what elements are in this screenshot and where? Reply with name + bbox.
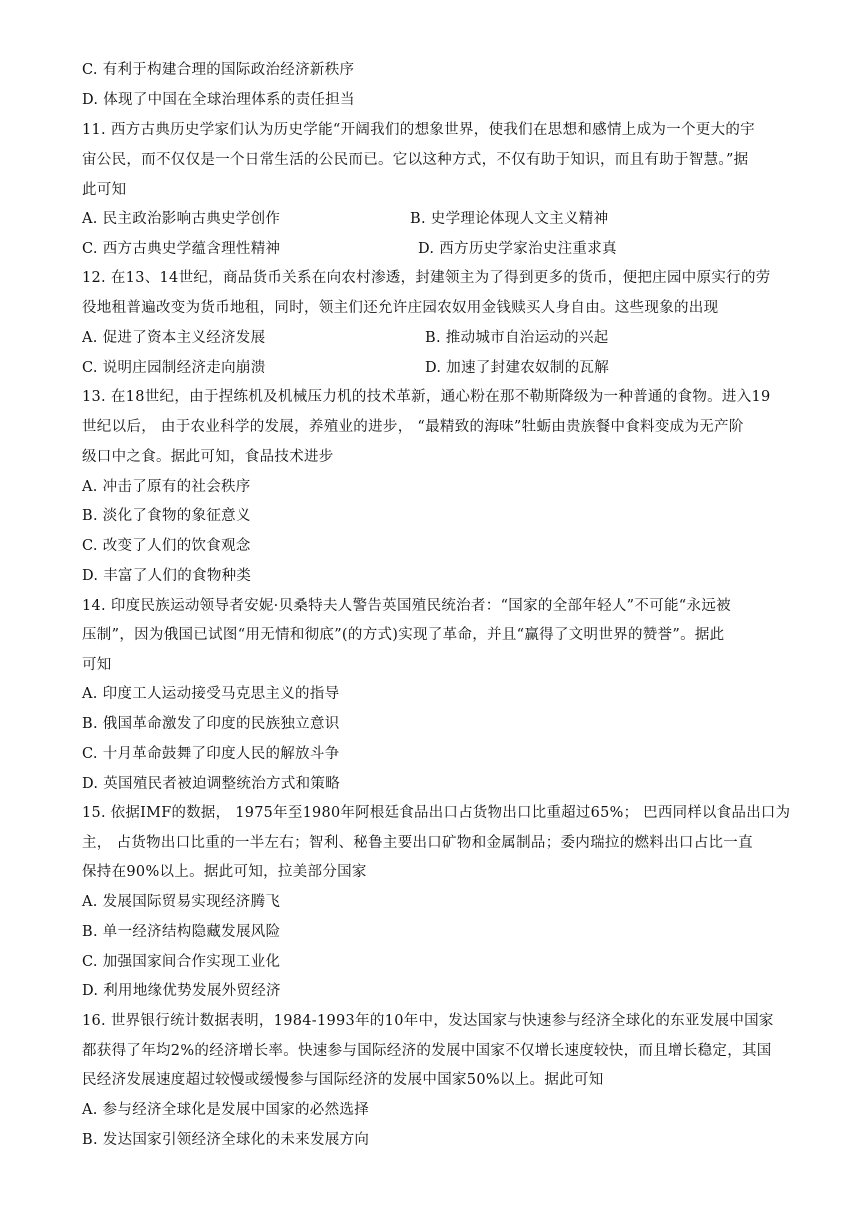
q11-option-a: A. 民主政治影响古典史学创作 bbox=[82, 211, 281, 227]
q14-option-a: A. 印度工人运动接受马克思主义的指导 bbox=[82, 686, 340, 702]
q10-option-c: C. 有利于构建合理的国际政治经济新秩序 bbox=[82, 62, 355, 78]
q11-stem-line-1: 11. 西方古典历史学家们认为历史学能“开阔我们的想象世界，使我们在思想和感情上成为一个更大的宇 bbox=[82, 122, 755, 138]
q16-stem-line-1: 16. 世界银行统计数据表明，1984-1993年的10年中，发达国家与快速参与经济全球化的东亚发展中国家 bbox=[82, 1013, 774, 1029]
q12-stem-line-1: 12. 在13、14世纪，商品货币关系在向农村渗透，封建领主为了得到更多的货币，便把庄园中原实行的劳 bbox=[82, 270, 771, 286]
q10-option-d: D. 体现了中国在全球治理体系的责任担当 bbox=[82, 92, 355, 108]
q13-stem-line-3: 级口中之食。据此可知，食品技术进步 bbox=[82, 449, 334, 465]
q13-option-d: D. 丰富了人们的食物种类 bbox=[82, 568, 252, 584]
q11-option-b: B. 史学理论体现人文主义精神 bbox=[410, 211, 609, 227]
q14-option-c: C. 十月革命鼓舞了印度人民的解放斗争 bbox=[82, 746, 340, 762]
q16-option-a: A. 参与经济全球化是发展中国家的必然选择 bbox=[82, 1102, 369, 1118]
q11-stem-line-2: 宙公民，而不仅仅是一个日常生活的公民而已。它以这种方式，不仅有助于知识，而且有助于智慧。”据 bbox=[82, 152, 749, 168]
q15-stem-line-1: 15. 依据IMF的数据， 1975年至1980年阿根廷食品出口占货物出口比重超过65%； 巴西同样以食品出口为 bbox=[82, 805, 791, 821]
q12-option-c: C. 说明庄园制经济走向崩溃 bbox=[82, 360, 266, 376]
q16-stem-line-3: 民经济发展速度超过较慢或缓慢参与国际经济的发展中国家50%以上。据此可知 bbox=[82, 1072, 604, 1088]
q15-option-d: D. 利用地缘优势发展外贸经济 bbox=[82, 983, 281, 999]
q14-stem-line-1: 14. 印度民族运动领导者安妮·贝桑特夫人警告英国殖民统治者：“国家的全部年轻人”不可能“永远被 bbox=[82, 598, 731, 614]
q15-option-a: A. 发展国际贸易实现经济腾飞 bbox=[82, 894, 281, 910]
q13-stem-line-1: 13. 在18世纪，由于捏练机及机械压力机的技术革新，通心粉在那不勒斯降级为一种普通的食物。进入19 bbox=[82, 389, 771, 405]
q11-stem-line-3: 此可知 bbox=[82, 182, 127, 198]
q14-option-b: B. 俄国革命激发了印度的民族独立意识 bbox=[82, 716, 340, 732]
q13-option-b: B. 淡化了食物的象征意义 bbox=[82, 508, 251, 524]
q15-option-b: B. 单一经济结构隐藏发展风险 bbox=[82, 924, 281, 940]
q11-option-c: C. 西方古典史学蕴含理性精神 bbox=[82, 241, 281, 257]
q14-stem-line-2: 压制”，因为俄国已试图“用无情和彻底”(的方式)实现了革命，并且“赢得了文明世界的赞誉”。据此 bbox=[82, 627, 725, 643]
q13-stem-line-2: 世纪以后， 由于农业科学的发展，养殖业的进步， “最精致的海味”牡蛎由贵族餐中食料变成为无产阶 bbox=[82, 419, 744, 435]
q15-stem-line-2: 主， 占货物出口比重的一半左右；智利、秘鲁主要出口矿物和金属制品；委内瑞拉的燃料出口占比一直 bbox=[82, 835, 753, 851]
q12-option-d: D. 加速了封建农奴制的瓦解 bbox=[425, 360, 610, 376]
q12-stem-line-2: 役地租普遍改变为货币地租，同时，领主们还允许庄园农奴用金钱赎买人身自由。这些现象的出现 bbox=[82, 300, 719, 316]
q12-option-a: A. 促进了资本主义经济发展 bbox=[82, 330, 266, 346]
q12-option-b: B. 推动城市自治运动的兴起 bbox=[425, 330, 609, 346]
q16-option-b: B. 发达国家引领经济全球化的未来发展方向 bbox=[82, 1132, 370, 1148]
q15-option-c: C. 加强国家间合作实现工业化 bbox=[82, 954, 281, 970]
q14-option-d: D. 英国殖民者被迫调整统治方式和策略 bbox=[82, 776, 341, 792]
q11-option-d: D. 西方历史学家治史注重求真 bbox=[418, 241, 617, 257]
q15-stem-line-3: 保持在90%以上。据此可知，拉美部分国家 bbox=[82, 864, 367, 880]
q13-option-a: A. 冲击了原有的社会秩序 bbox=[82, 479, 251, 495]
q16-stem-line-2: 都获得了年均2%的经济增长率。快速参与国际经济的发展中国家不仅增长速度较快，而且增长稳定，其国 bbox=[82, 1043, 772, 1059]
q13-option-c: C. 改变了人们的饮食观念 bbox=[82, 538, 251, 554]
q14-stem-line-3: 可知 bbox=[82, 657, 112, 673]
